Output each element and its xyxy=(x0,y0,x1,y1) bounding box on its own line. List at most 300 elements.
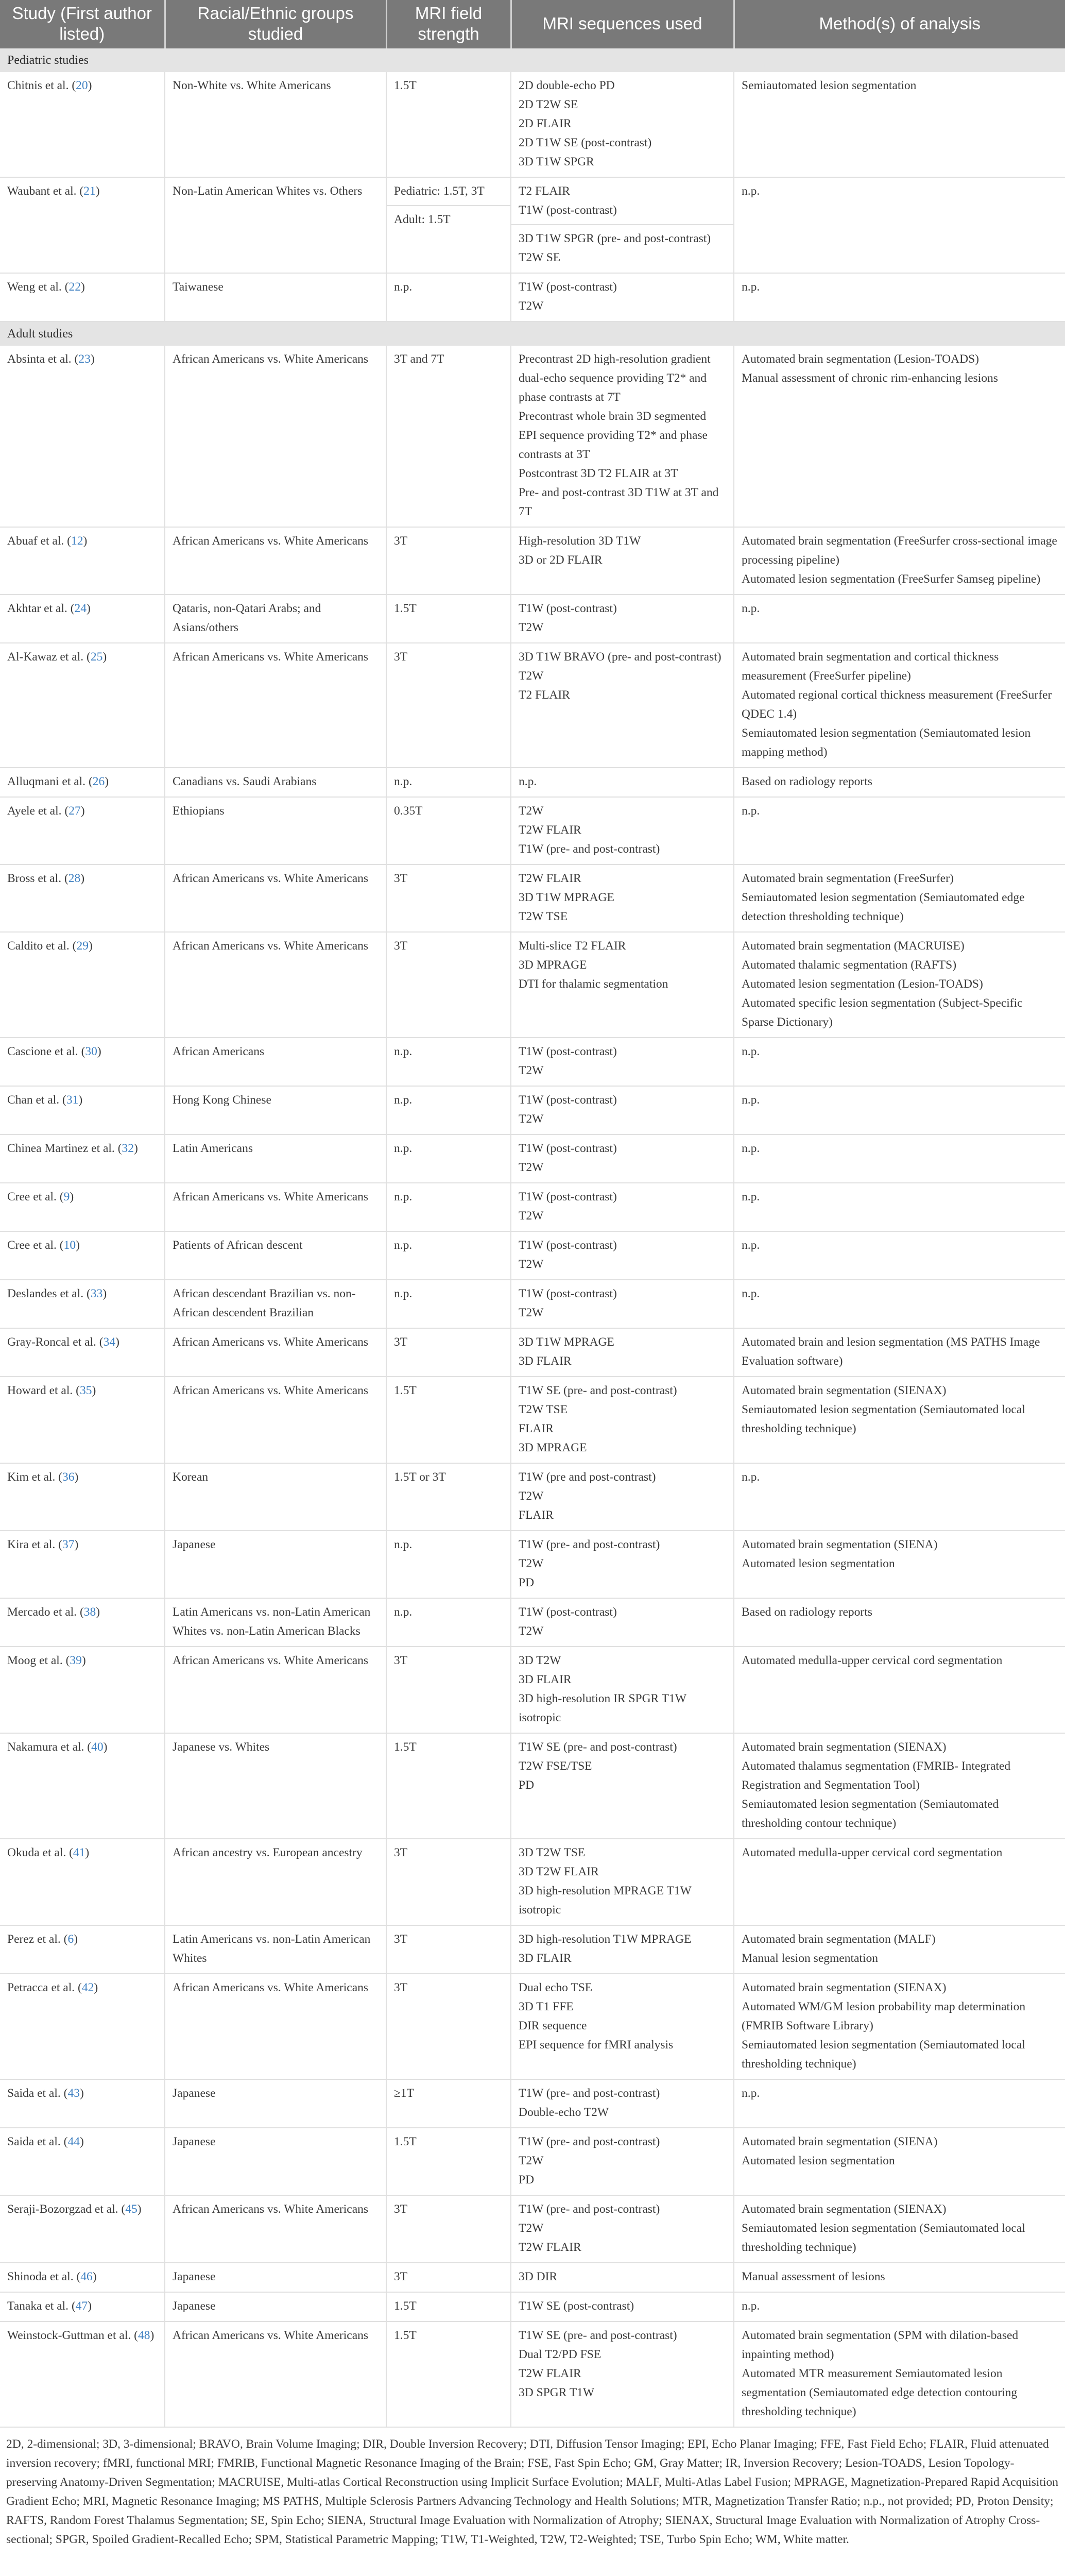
cell-groups: Latin Americans xyxy=(165,1134,386,1183)
study-author: Perez et al. xyxy=(7,1933,61,1946)
cell-methods xyxy=(734,2292,1065,2321)
cell-field-strength xyxy=(386,1183,511,1231)
reference-link[interactable]: 37 xyxy=(62,1538,75,1551)
reference-link[interactable]: 6 xyxy=(67,1933,74,1946)
cell-sequences xyxy=(511,1328,734,1377)
cell-groups: African Americans vs. White Americans xyxy=(165,1647,386,1733)
study-author: Chitnis et al. xyxy=(7,79,69,92)
cell-field-strength xyxy=(386,1531,511,1598)
cell-sequences xyxy=(511,1183,734,1231)
cell-line: T1W (post-contrast) xyxy=(519,602,617,615)
cell-line: 3D T1W BRAVO (pre- and post-contrast) xyxy=(519,650,722,664)
cell-methods xyxy=(734,1328,1065,1377)
cell-methods xyxy=(734,72,1065,177)
table-row xyxy=(0,643,1065,768)
cell-line: T2W xyxy=(519,1557,544,1570)
cell-line: n.p. xyxy=(394,1142,413,1155)
study-author: Ayele et al. xyxy=(7,804,62,818)
cell-line: T2W xyxy=(519,2222,544,2235)
cell-line: Semiautomated lesion segmentation (Semiautomated thresholding contour technique) xyxy=(742,1798,999,1830)
cell-field-strength xyxy=(386,932,511,1038)
table-row xyxy=(0,2321,1065,2427)
cell-line: Dual T2/PD FSE xyxy=(519,2348,602,2361)
reference-link[interactable]: 35 xyxy=(79,1384,92,1397)
study-author: Mercado et al. xyxy=(7,1605,77,1619)
cell-line: 1.5T xyxy=(394,1740,417,1754)
cell-line: T2W TSE xyxy=(519,1403,568,1416)
cell-sequences xyxy=(511,1531,734,1598)
study-author: Akhtar et al. xyxy=(7,602,67,615)
cell-methods xyxy=(734,2128,1065,2195)
cell-field-strength xyxy=(386,1974,511,2079)
cell-line: 3T xyxy=(394,1654,408,1667)
cell-groups: Taiwanese xyxy=(165,273,386,321)
cell-groups: Ethiopians xyxy=(165,797,386,865)
cell-groups: African Americans vs. White Americans xyxy=(165,2195,386,2263)
reference-link[interactable]: 44 xyxy=(67,2135,80,2148)
cell-line: Automated medulla-upper cervical cord segmentation xyxy=(742,1654,1003,1667)
cell-line: 2D double-echo PD xyxy=(519,79,615,92)
cell-groups: African Americans vs. White Americans xyxy=(165,1974,386,2079)
cell-line: T2W xyxy=(519,1624,544,1638)
cell-study: Ayele et al. (27) xyxy=(0,797,165,865)
cell-study: Tanaka et al. (47) xyxy=(0,2292,165,2321)
cell-study: Kim et al. (36) xyxy=(0,1463,165,1531)
table-row xyxy=(0,1183,1065,1231)
cell-groups: African descendant Brazilian vs. non-African descendent Brazilian xyxy=(165,1280,386,1328)
cell-methods xyxy=(734,1531,1065,1598)
reference-link[interactable]: 21 xyxy=(83,184,96,198)
reference-link[interactable]: 40 xyxy=(91,1740,104,1754)
cell-line: T2 FLAIR xyxy=(519,184,570,198)
cell-line: n.p. xyxy=(394,775,413,788)
cell-groups: Qataris, non-Qatari Arabs; and Asians/others xyxy=(165,595,386,643)
cell-sequences xyxy=(511,1038,734,1086)
reference-link[interactable]: 33 xyxy=(90,1287,103,1300)
cell-methods xyxy=(734,346,1065,527)
reference-link[interactable]: 47 xyxy=(75,2299,88,2313)
cell-line: Automated regional cortical thickness measurement (FreeSurfer QDEC 1.4) xyxy=(742,688,1052,721)
cell-line: 0.35T xyxy=(394,804,423,818)
cell-line: 3T xyxy=(394,2202,408,2216)
cell-line: T1W (post-contrast) xyxy=(519,1239,617,1252)
cell-field-strength xyxy=(386,1231,511,1280)
cell-field-strength xyxy=(386,865,511,932)
cell-field-strength xyxy=(386,72,511,177)
cell-study: Petracca et al. (42) xyxy=(0,1974,165,2079)
cell-line: Semiautomated lesion segmentation (Semiautomated local thresholding technique) xyxy=(742,2222,1025,2254)
reference-link[interactable]: 42 xyxy=(81,1981,94,1994)
reference-link[interactable]: 39 xyxy=(70,1654,82,1667)
cell-line: T2W xyxy=(519,804,544,818)
cell-line: 3D high-resolution T1W MPRAGE xyxy=(519,1933,692,1946)
study-author: Nakamura et al. xyxy=(7,1740,84,1754)
cell-line: 3D FLAIR xyxy=(519,1952,572,1965)
study-author: Seraji-Bozorgzad et al. xyxy=(7,2202,118,2216)
cell-study: Saida et al. (44) xyxy=(0,2128,165,2195)
cell-line: n.p. xyxy=(742,2299,760,2313)
study-author: Tanaka et al. xyxy=(7,2299,69,2313)
study-author: Saida et al. xyxy=(7,2135,61,2148)
cell-line: 2D FLAIR xyxy=(519,117,572,130)
table-row xyxy=(0,2292,1065,2321)
cell-methods xyxy=(734,768,1065,797)
cell-sequences xyxy=(511,1463,734,1531)
study-author: Bross et al. xyxy=(7,872,62,885)
cell-study: Shinoda et al. (46) xyxy=(0,2263,165,2292)
study-author: Saida et al. xyxy=(7,2087,61,2100)
cell-groups: Non-White vs. White Americans xyxy=(165,72,386,177)
cell-groups: African Americans vs. White Americans xyxy=(165,527,386,595)
cell-line: Based on radiology reports xyxy=(742,1605,872,1619)
cell-methods xyxy=(734,1647,1065,1733)
cell-study: Al-Kawaz et al. (25) xyxy=(0,643,165,768)
cell-methods xyxy=(734,1377,1065,1463)
cell-line: 3T xyxy=(394,1933,408,1946)
reference-link[interactable]: 45 xyxy=(125,2202,138,2216)
cell-study: Nakamura et al. (40) xyxy=(0,1733,165,1839)
cell-field-strength xyxy=(386,177,511,273)
cell-line: Automated brain segmentation (SIENA) xyxy=(742,2135,938,2148)
cell-line: Automated lesion segmentation xyxy=(742,2154,895,2167)
cell-line: 1.5T xyxy=(394,1384,417,1397)
cell-line: T1W (post-contrast) xyxy=(519,1287,617,1300)
cell-study: Chinea Martinez et al. (32) xyxy=(0,1134,165,1183)
cell-line: 1.5T xyxy=(394,2135,417,2148)
cell-groups: Japanese xyxy=(165,2292,386,2321)
reference-link[interactable]: 24 xyxy=(74,602,87,615)
cell-line: 1.5T xyxy=(394,79,417,92)
cell-line: 3D DIR xyxy=(519,2270,558,2283)
cell-line: 3T xyxy=(394,939,408,953)
cell-field-strength xyxy=(386,2079,511,2128)
cell-line: n.p. xyxy=(742,1142,760,1155)
cell-line: 3D T1W SPGR xyxy=(519,155,594,168)
cell-study: Cree et al. (9) xyxy=(0,1183,165,1231)
cell-groups: Japanese vs. Whites xyxy=(165,1733,386,1839)
cell-sequences xyxy=(511,1974,734,2079)
cell-groups: Japanese xyxy=(165,2079,386,2128)
header-study: Study (First author listed) xyxy=(0,0,165,48)
cell-study: Cree et al. (10) xyxy=(0,1231,165,1280)
cell-line: T2W xyxy=(519,669,544,683)
cell-groups: African Americans vs. White Americans xyxy=(165,2321,386,2427)
cell-line: Automated brain segmentation (MALF) xyxy=(742,1933,936,1946)
cell-sequences xyxy=(511,177,734,273)
table-row xyxy=(0,2263,1065,2292)
table-row xyxy=(0,1328,1065,1377)
cell-line: Automated specific lesion segmentation (Subject-Specific Sparse Dictionary) xyxy=(742,996,1023,1029)
table-row xyxy=(0,1531,1065,1598)
cell-line: n.p. xyxy=(742,804,760,818)
cell-line: T2W xyxy=(519,1161,544,1174)
table-row xyxy=(0,2079,1065,2128)
study-author: Kim et al. xyxy=(7,1470,56,1484)
cell-line: T1W SE (pre- and post-contrast) xyxy=(519,1740,677,1754)
cell-line: n.p. xyxy=(519,775,537,788)
cell-field-strength xyxy=(386,527,511,595)
cell-line: 3T xyxy=(394,534,408,548)
cell-line: 3D T2W xyxy=(519,1654,561,1667)
cell-methods xyxy=(734,595,1065,643)
cell-sequences xyxy=(511,1086,734,1134)
study-author: Gray-Roncal et al. xyxy=(7,1335,96,1349)
reference-link[interactable]: 9 xyxy=(63,1190,70,1204)
cell-sequences xyxy=(511,1925,734,1974)
cell-study: Okuda et al. (41) xyxy=(0,1839,165,1925)
study-author: Shinoda et al. xyxy=(7,2270,74,2283)
study-author: Chan et al. xyxy=(7,1093,60,1107)
cell-line: Automated medulla-upper cervical cord segmentation xyxy=(742,1846,1003,1859)
cell-field-strength xyxy=(386,2195,511,2263)
cell-field-strength xyxy=(386,1839,511,1925)
table-row xyxy=(0,177,1065,273)
cell-groups: Japanese xyxy=(165,2263,386,2292)
cell-line: n.p. xyxy=(394,1538,413,1551)
cell-line: Automated WM/GM lesion probability map determination (FMRIB Software Library) xyxy=(742,2000,1026,2032)
cell-line: Precontrast whole brain 3D segmented EPI sequence providing T2* and phase contrasts at 3T xyxy=(519,410,708,461)
table-row xyxy=(0,1463,1065,1531)
cell-study: Mercado et al. (38) xyxy=(0,1598,165,1647)
cell-line: FLAIR xyxy=(519,1509,554,1522)
cell-line: T1W (pre- and post-contrast) xyxy=(519,842,660,856)
table-row xyxy=(0,72,1065,177)
reference-link[interactable]: 43 xyxy=(67,2087,80,2100)
reference-link[interactable]: 34 xyxy=(103,1335,116,1349)
cell-field-strength xyxy=(386,1086,511,1134)
cell-field-strength xyxy=(386,2128,511,2195)
cell-groups: Non-Latin American Whites vs. Others xyxy=(165,177,386,273)
cell-study: Moog et al. (39) xyxy=(0,1647,165,1733)
cell-sequences xyxy=(511,2079,734,2128)
reference-link[interactable]: 26 xyxy=(92,775,105,788)
reference-link[interactable]: 31 xyxy=(66,1093,79,1107)
study-author: Cascione et al. xyxy=(7,1045,78,1058)
cell-methods xyxy=(734,527,1065,595)
cell-field-strength xyxy=(386,2263,511,2292)
cell-methods xyxy=(734,2321,1065,2427)
cell-field-strength xyxy=(386,595,511,643)
cell-groups: African ancestry vs. European ancestry xyxy=(165,1839,386,1925)
table-row xyxy=(0,527,1065,595)
cell-sequences xyxy=(511,72,734,177)
table-row xyxy=(0,273,1065,321)
reference-link[interactable]: 22 xyxy=(68,280,81,294)
cell-sequences xyxy=(511,527,734,595)
cell-line: T2W TSE xyxy=(519,910,568,923)
table-row xyxy=(0,1647,1065,1733)
cell-study: Gray-Roncal et al. (34) xyxy=(0,1328,165,1377)
subcell-divider xyxy=(511,224,733,225)
cell-field-strength xyxy=(386,346,511,527)
table-header xyxy=(0,0,1065,48)
cell-sequences xyxy=(511,2321,734,2427)
study-author: Al-Kawaz et al. xyxy=(7,650,84,664)
reference-link[interactable]: 25 xyxy=(90,650,103,664)
reference-link[interactable]: 29 xyxy=(76,939,89,953)
cell-sequences xyxy=(511,1280,734,1328)
cell-line: Automated lesion segmentation (Lesion-TOADS) xyxy=(742,977,983,991)
cell-line: 3D high-resolution IR SPGR T1W isotropic xyxy=(519,1692,686,1724)
cell-groups: Japanese xyxy=(165,1531,386,1598)
cell-line: Automated brain segmentation (MACRUISE) xyxy=(742,939,965,953)
cell-line: 3D T2W TSE xyxy=(519,1846,586,1859)
cell-line: T1W SE (post-contrast) xyxy=(519,2299,634,2313)
cell-line: T2W FSE/TSE xyxy=(519,1759,592,1773)
cell-study: Howard et al. (35) xyxy=(0,1377,165,1463)
cell-methods xyxy=(734,1038,1065,1086)
cell-line: T1W SE (pre- and post-contrast) xyxy=(519,2329,677,2342)
cell-line: T2W FLAIR xyxy=(519,823,581,837)
cell-sequences xyxy=(511,865,734,932)
cell-line: Semiautomated lesion segmentation (Semiautomated local thresholding technique) xyxy=(742,2038,1025,2071)
cell-line: Pre- and post-contrast 3D T1W at 3T and 7T xyxy=(519,486,719,518)
cell-sequences xyxy=(511,273,734,321)
table-row xyxy=(0,2128,1065,2195)
reference-link[interactable]: 30 xyxy=(85,1045,97,1058)
reference-link[interactable]: 20 xyxy=(76,79,88,92)
reference-link[interactable]: 12 xyxy=(71,534,83,548)
cell-sequences xyxy=(511,2128,734,2195)
cell-groups: Patients of African descent xyxy=(165,1231,386,1280)
reference-link[interactable]: 46 xyxy=(80,2270,93,2283)
cell-line: 3T and 7T xyxy=(394,352,444,366)
cell-methods xyxy=(734,273,1065,321)
cell-line: T2W SE xyxy=(519,251,561,264)
cell-methods xyxy=(734,1231,1065,1280)
header-row xyxy=(0,0,1065,48)
cell-groups: African Americans vs. White Americans xyxy=(165,932,386,1038)
cell-line: T1W (post-contrast) xyxy=(519,1605,617,1619)
cell-line: 3D or 2D FLAIR xyxy=(519,553,603,567)
reference-link[interactable]: 10 xyxy=(63,1239,76,1252)
cell-methods xyxy=(734,1463,1065,1531)
cell-study: Chitnis et al. (20) xyxy=(0,72,165,177)
reference-link[interactable]: 41 xyxy=(73,1846,85,1859)
cell-line: T2W xyxy=(519,1209,544,1223)
cell-study: Perez et al. (6) xyxy=(0,1925,165,1974)
cell-line: Automated brain segmentation (SPM with dilation-based inpainting method) xyxy=(742,2329,1019,2361)
cell-sequences xyxy=(511,1134,734,1183)
cell-sequences xyxy=(511,2195,734,2263)
cell-line: T2W xyxy=(519,1064,544,1077)
study-author: Caldito et al. xyxy=(7,939,70,953)
header-groups: Racial/Ethnic groups studied xyxy=(165,0,386,48)
cell-line: T2W xyxy=(519,299,544,313)
table-row xyxy=(0,1231,1065,1280)
cell-field-strength xyxy=(386,1328,511,1377)
cell-line: T2W xyxy=(519,621,544,634)
header-sequences: MRI sequences used xyxy=(511,0,734,48)
cell-field-strength xyxy=(386,1038,511,1086)
table-row xyxy=(0,768,1065,797)
study-author: Weng et al. xyxy=(7,280,62,294)
cell-methods xyxy=(734,865,1065,932)
cell-line: T1W SE (pre- and post-contrast) xyxy=(519,1384,677,1397)
cell-sequences xyxy=(511,1377,734,1463)
table-row xyxy=(0,1925,1065,1974)
reference-link[interactable]: 36 xyxy=(62,1470,75,1484)
cell-line: T2W FLAIR xyxy=(519,2367,581,2380)
cell-methods xyxy=(734,797,1065,865)
cell-line: PD xyxy=(519,2173,535,2187)
cell-line: Automated thalamus segmentation (FMRIB- Integrated Registration and Segmentation Tool) xyxy=(742,1759,1011,1792)
cell-line: Manual assessment of chronic rim-enhancing lesions xyxy=(742,371,998,385)
cell-line: 3D T1 FFE xyxy=(519,2000,574,2013)
cell-methods xyxy=(734,1733,1065,1839)
study-author: Howard et al. xyxy=(7,1384,73,1397)
study-author: Deslandes et al. xyxy=(7,1287,84,1300)
study-author: Weinstock-Guttman et al. xyxy=(7,2329,131,2342)
cell-sequences xyxy=(511,1733,734,1839)
study-author: Absinta et al. xyxy=(7,352,72,366)
cell-line: Pediatric: 1.5T, 3T xyxy=(394,184,485,198)
cell-line: T2W xyxy=(519,1258,544,1271)
cell-study: Deslandes et al. (33) xyxy=(0,1280,165,1328)
study-author: Chinea Martinez et al. xyxy=(7,1142,115,1155)
cell-line: T1W (pre- and post-contrast) xyxy=(519,1538,660,1551)
cell-line: T2W xyxy=(519,1306,544,1319)
cell-study: Weng et al. (22) xyxy=(0,273,165,321)
cell-methods xyxy=(734,1839,1065,1925)
cell-groups: African Americans vs. White Americans xyxy=(165,643,386,768)
cell-line: n.p. xyxy=(742,1093,760,1107)
cell-line: Automated brain segmentation (SIENAX) xyxy=(742,1740,947,1754)
cell-line: T2W xyxy=(519,1489,544,1503)
cell-line: Automated brain segmentation (SIENA) xyxy=(742,1538,938,1551)
cell-line: 3D MPRAGE xyxy=(519,958,587,972)
cell-line: 3T xyxy=(394,872,408,885)
cell-line: 3D T2W FLAIR xyxy=(519,1865,599,1878)
table-row xyxy=(0,797,1065,865)
cell-line: n.p. xyxy=(742,1045,760,1058)
study-author: Cree et al. xyxy=(7,1190,57,1204)
study-author: Cree et al. xyxy=(7,1239,57,1252)
cell-line: n.p. xyxy=(394,280,413,294)
cell-line: Multi-slice T2 FLAIR xyxy=(519,939,626,953)
study-author: Kira et al. xyxy=(7,1538,56,1551)
cell-line: 3T xyxy=(394,2270,408,2283)
cell-sequences xyxy=(511,2292,734,2321)
cell-field-strength xyxy=(386,1463,511,1531)
reference-link[interactable]: 23 xyxy=(78,352,91,366)
cell-line: 1.5T xyxy=(394,2329,417,2342)
reference-link[interactable]: 48 xyxy=(138,2329,150,2342)
cell-study: Caldito et al. (29) xyxy=(0,932,165,1038)
table-row xyxy=(0,932,1065,1038)
cell-field-strength xyxy=(386,1925,511,1974)
cell-field-strength xyxy=(386,1733,511,1839)
reference-link[interactable]: 38 xyxy=(83,1605,96,1619)
cell-line: 3D T1W MPRAGE xyxy=(519,1335,614,1349)
cell-methods xyxy=(734,1183,1065,1231)
cell-line: T1W (post-contrast) xyxy=(519,1045,617,1058)
study-author: Waubant et al. xyxy=(7,184,77,198)
table-row xyxy=(0,595,1065,643)
reference-link[interactable]: 32 xyxy=(122,1142,134,1155)
cell-line: 3D T1W MPRAGE xyxy=(519,891,614,904)
cell-groups: Japanese xyxy=(165,2128,386,2195)
table-row xyxy=(0,1280,1065,1328)
reference-link[interactable]: 27 xyxy=(68,804,81,818)
cell-study: Akhtar et al. (24) xyxy=(0,595,165,643)
cell-study: Saida et al. (43) xyxy=(0,2079,165,2128)
cell-line: T2W xyxy=(519,1112,544,1126)
reference-link[interactable]: 28 xyxy=(68,872,81,885)
cell-sequences xyxy=(511,1598,734,1647)
cell-field-strength xyxy=(386,643,511,768)
cell-line: Automated brain segmentation and cortical thickness measurement (FreeSurfer pipeline) xyxy=(742,650,999,683)
